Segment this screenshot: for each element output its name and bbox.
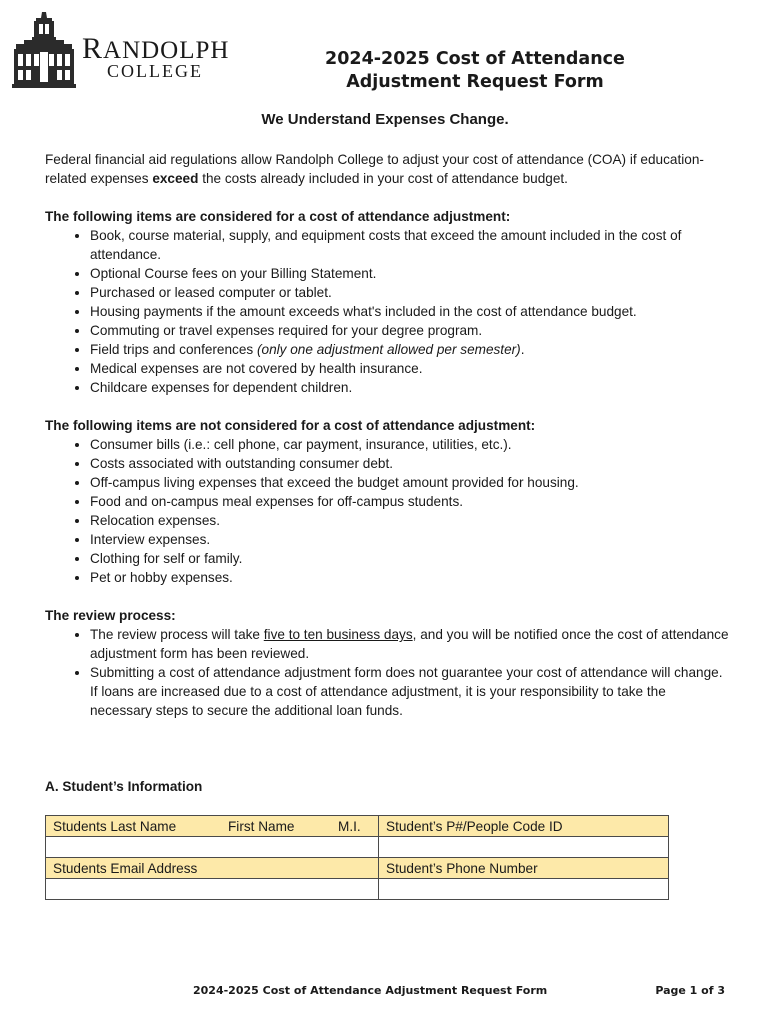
email-label: Students Email Address	[46, 858, 379, 879]
list-item: • Food and on-campus meal expenses for off-campus students.	[90, 492, 730, 511]
not-considered-list	[45, 435, 730, 587]
intro-paragraph: Federal financial aid regulations allow Randolph College to adjust your cost of attendance (COA) if education-related expenses exceed the costs already included in your cost of attendance budget.	[45, 152, 704, 186]
student-name-field[interactable]	[46, 837, 379, 858]
page-title	[290, 48, 660, 94]
page-number: Page 1 of 3	[655, 984, 725, 997]
list-item: • Purchased or leased computer or tablet.	[90, 283, 730, 302]
list-item: • Pet or hobby expenses.	[90, 568, 730, 587]
list-item: • Commuting or travel expenses required for your degree program.	[90, 321, 730, 340]
college-logo	[12, 10, 230, 88]
list-item: • Housing payments if the amount exceeds what's included in the cost of attendance budget.	[90, 302, 730, 321]
considered-list	[45, 226, 730, 397]
last-name-label: Students Last Name	[53, 818, 177, 834]
list-item: • Medical expenses are not covered by health insurance.	[90, 359, 730, 378]
considered-heading: The following items are considered for a cost of attendance adjustment:	[45, 209, 511, 224]
list-item: • Book, course material, supply, and equipment costs that exceed the amount included in the cost of attendance.	[90, 226, 730, 264]
list-item: • Interview expenses.	[90, 530, 730, 549]
not-considered-heading: The following items are not considered for a cost of attendance adjustment:	[45, 418, 536, 433]
list-item: • Submitting a cost of attendance adjustment form does not guarantee your cost of attendance will change. If loans are increased due to a cost of attendance adjustment, it is your responsibility to take the necessary steps to secure the additional loan funds.	[90, 663, 730, 720]
list-item: • Costs associated with outstanding consumer debt.	[90, 454, 730, 473]
list-item: • Off-campus living expenses that exceed the budget amount provided for housing.	[90, 473, 730, 492]
list-item: • Childcare expenses for dependent children.	[90, 378, 730, 397]
review-list	[45, 625, 730, 720]
mi-label: M.I.	[338, 818, 361, 834]
section-a-heading: A. Student’s Information	[45, 779, 203, 794]
student-id-label: Student’s P#/People Code ID	[379, 816, 669, 837]
list-item: • Field trips and conferences (only one adjustment allowed per semester).	[90, 340, 730, 359]
list-item: • The review process will take five to ten business days, and you will be notified once the cost of attendance adjustment form has been reviewed.	[90, 625, 730, 663]
footer-title: 2024-2025 Cost of Attendance Adjustment Request Form	[193, 984, 548, 997]
name-header-cell	[46, 816, 379, 837]
form-instructions	[45, 150, 730, 720]
student-id-field[interactable]	[379, 837, 669, 858]
page-subtitle: We Understand Expenses Change.	[261, 111, 509, 128]
list-item: • Clothing for self or family.	[90, 549, 730, 568]
title-line-1: 2024-2025 Cost of Attendance	[325, 49, 625, 69]
review-heading: The review process:	[45, 608, 176, 623]
logo-name: RANDOLPH	[82, 32, 230, 65]
phone-label: Student’s Phone Number	[379, 858, 669, 879]
logo-subname: COLLEGE	[107, 61, 203, 81]
phone-field[interactable]	[379, 879, 669, 900]
first-name-label: First Name	[228, 818, 295, 834]
list-item: • Consumer bills (i.e.: cell phone, car payment, insurance, utilities, etc.).	[90, 435, 730, 454]
building-tower-icon	[12, 10, 76, 88]
title-line-2: Adjustment Request Form	[346, 72, 604, 92]
list-item: • Relocation expenses.	[90, 511, 730, 530]
student-info-table	[45, 815, 669, 900]
email-field[interactable]	[46, 879, 379, 900]
list-item: • Optional Course fees on your Billing Statement.	[90, 264, 730, 283]
